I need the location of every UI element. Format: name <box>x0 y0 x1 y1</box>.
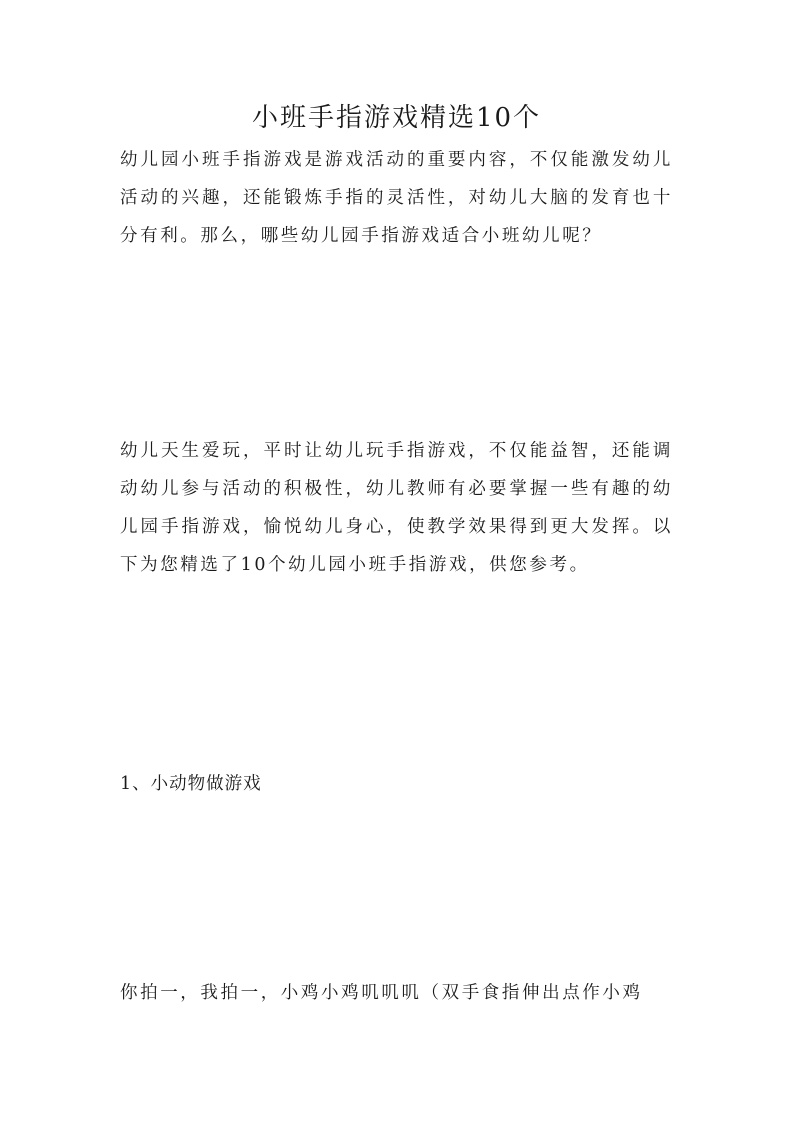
body-paragraph: 幼儿天生爱玩，平时让幼儿玩手指游戏，不仅能益智，还能调动幼儿参与活动的积极性，幼儿教师有必要掌握一些有趣的幼儿园手指游戏，愉悦幼儿身心，使教学效果得到更大发挥。以下为您精选了10个幼儿园小班手指游戏，供您参考。 <box>120 441 673 575</box>
section-heading: 1、小动物做游戏 <box>120 774 262 794</box>
section-paragraph: 你拍一，我拍一，小鸡小鸡叽叽叽（双手食指伸出点作小鸡 <box>120 983 643 1003</box>
intro-paragraph: 幼儿园小班手指游戏是游戏活动的重要内容，不仅能激发幼儿活动的兴趣，还能锻炼手指的灵活性，对幼儿大脑的发育也十分有利。那么，哪些幼儿园手指游戏适合小班幼儿呢？ <box>120 150 673 246</box>
document-title: 小班手指游戏精选10个 <box>251 103 542 133</box>
